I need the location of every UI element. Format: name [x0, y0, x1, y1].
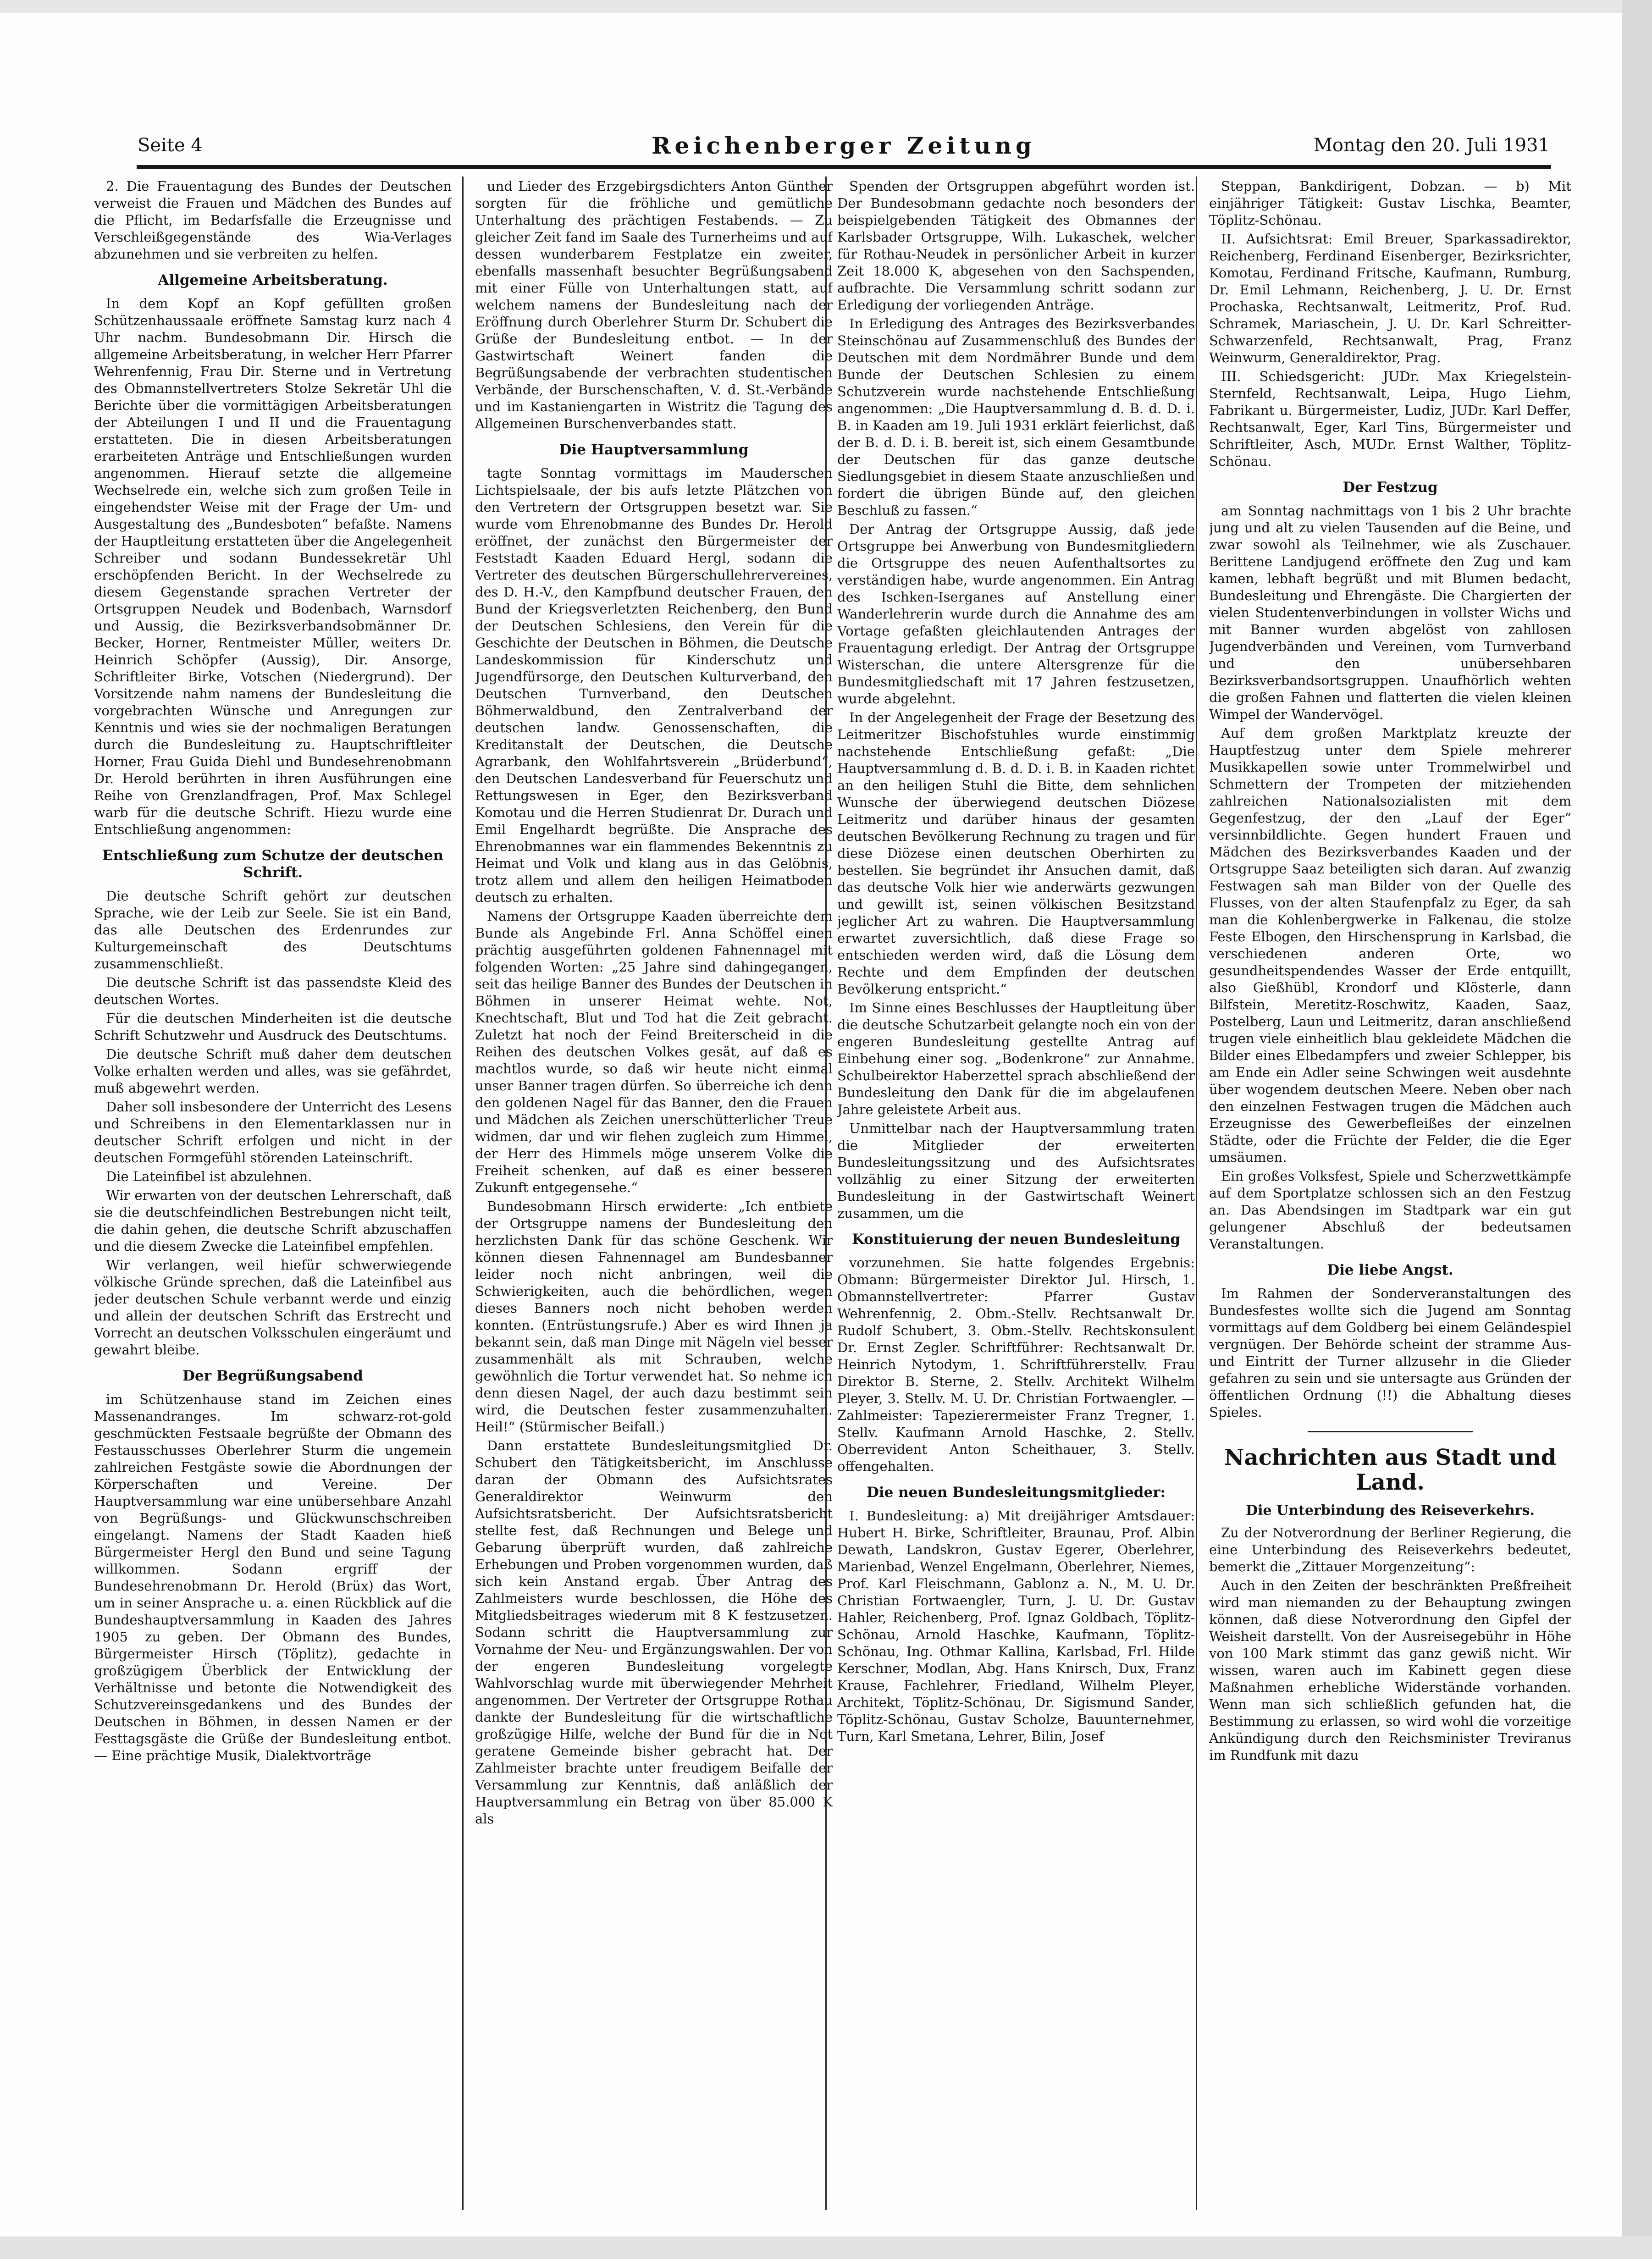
scan-edge-bottom — [0, 2237, 1652, 2259]
section-heading: Der Begrüßungsabend — [182, 1368, 363, 1384]
paragraph: tagte Sonntag vormittags im Mauderschen Lichtspielsaale, der bis aufs letzte Plätzchen von den Vertretern der Ortsgruppen besetzt war. Sie wurde vom Ehrenobmanne des Bundes Dr. Herold eröffnet, der zunächst den Bürgermeister der Feststadt Kaaden Eduard Hergl, sodann die Vertreter des deutschen Bürgerschullehrervereines, des D. H.-V., den Kampfbund deutscher Frauen, den Bund der Kriegsverletzten Reichenberg, den Bund der Deutschen Schlesiens, den Verein für die Geschichte der Deutschen in Böhmen, die Deutsche Landeskommission für Kinderschutz und Jugendfürsorge, den Deutschen Kulturverband, den Deutschen Turnverband, den Deutschen Böhmerwaldbund, den Zentralverband der deutschen landw. Genossenschaften, die Kreditanstalt der Deutschen, die Deutsche Agrarbank, den Wohlfahrtsverein „Brüderbund“, den Deutschen Landesverband für Feuerschutz und Rettungswesen in Eger, den Bezirksverband Komotau und die Herren Studienrat Dr. Durach und Emil Engelhardt begrüßte. Die Ansprache des Ehrenobmannes war ein flammendes Bekenntnis zu Heimat und Volk und klang aus in das Gelöbnis, trotz allem und allem den heiligen Heimatboden deutsch zu erhalten. — [475, 465, 833, 905]
paragraph: In dem Kopf an Kopf gefüllten großen Schützenhaussaale eröffnete Samstag kurz nach 4 Uhr nachm. Bundesobmann Dir. Hirsch die allgemeine Arbeitsberatung, in welcher Herr Pfarrer Wehrenfennig, Frau Dir. Sterne und in Vertretung des Obmannstellvertreters Stolze Sekretär Uhl die Berichte über die vormittägigen Arbeitsberatungen der Abteilungen I und II und die Frauentagung erstatteten. Die in diesen Arbeitsberatungen erarbeiteten Anträge und Entschließungen wurden angenommen. Hierauf setzte die allgemeine Wechselrede ein, welche sich zum großen Teile in eingehendster Weise mit der Frage der Um- und Ausgestaltung des „Bundesboten“ befaßte. Namens der Hauptleitung erstatteten über die Angelegenheit Schreiber und sodann Bundessekretär Uhl erschöpfenden Bericht. In der Wechselrede zu diesem Gegenstande sprachen Vertreter der Ortsgruppen Neudek und Bodenbach, Warnsdorf und Aussig, die Bezirksverbandsobmänner Dr. Becker, Horner, Rentmeister Müller, weiters Dr. Heinrich Schöpfer (Aussig), Dir. Ansorge, Schriftleiter Birke, Votschen (Niedergrund). Der Vorsitzende nahm namens der Bundesleitung die vorgebrachten Wünsche und Anregungen zur Kenntnis und wies sie der nochmaligen Beratungen durch die Bundesleitung zu. Hauptschriftleiter Horner, Frau Guida Diehl und Bundesehrenobmann Dr. Herold berührten in ihren Ausführungen eine Reihe von Grenzlandfragen, Prof. Max Schlegel warb für die deutsche Schrift. Hiezu wurde eine Entschließung angenommen: — [94, 296, 452, 837]
paragraph: Auf dem großen Marktplatz kreuzte der Hauptfestzug unter dem Spiele mehrerer Musikkapellen sowie unter Trommelwirbel und Schmettern der Trompeten der mitziehenden zahlreichen Nationalsozialisten mit dem Gegenfestzug, der den „Lauf der Eger“ versinnbildlichte. Gegen hundert Frauen und Mädchen des Bezirksverbandes Kaaden und der Ortsgruppe Saaz beteiligten sich daran. Auf zwanzig Festwagen sah man Bilder von der Quelle des Flusses, von der alten Staufenpfalz zu Eger, da sah man die Kohlenbergwerke in Falkenau, die stolze Feste Elbogen, den Hirschensprung in Karlsbad, die verschiedenen anderen Orte, wo gesundheitspendendes Wasser der Erde entquillt, also Gießhübl, Krondorf und Klösterle, dann Bilfstein, Meretitz-Roschwitz, Kaaden, Saaz, Postelberg, Laun und Leitmeritz, daran anschließend trugen viele einheitlich blau gekleidete Mädchen die Bilder eines Elbedampfers und zweier Schlepper, bis am Ende ein Adler seine Schwingen weit ausdehnte über wogendem deutschen Meere. Neben ober nach den einzelnen Festwagen trugen die Mädchen auch Erzeugnisse des Gewerbefleißes der einzelnen Städte, oder die Früchte der Felder, die die Eger umsäumen. — [1209, 725, 1571, 1165]
paragraph: Die deutsche Schrift gehört zur deutschen Sprache, wie der Leib zur Seele. Sie ist ein Band, das alle Deutschen des Erdenrundes zur Kulturgemeinschaft des Deutschtums zusammenschließt. — [94, 888, 452, 972]
page-number: Seite 4 — [138, 135, 203, 156]
masthead — [138, 132, 1550, 160]
section-heading: Der Festzug — [1343, 479, 1438, 496]
paragraph: Dann erstattete Bundesleitungsmitglied Dr. Schubert den Tätigkeitsbericht, im Anschlusse daran der Obmann des Aufsichtsrates Generaldirektor Weinwurm den Aufsichtsratsbericht. Der Aufsichtsratsbericht stellte fest, daß Rechnungen und Belege und Gebarung überprüft wurden, daß zahlreiche Erhebungen und Proben vorgenommen wurden, daß sich kein Anstand ergab. Über Antrag des Zahlmeisters wurde beschlossen, die Höhe des Mitgliedsbeitrages wiederum mit 8 K festzusetzen. Sodann schritt die Hauptversammlung zur Vornahme der Neu- und Ergänzungswahlen. Der von der engeren Bundesleitung vorgelegte Wahlvorschlag wurde mit überwiegender Mehrheit angenommen. Der Vertreter der Ortsgruppe Rothau dankte der Bundesleitung für die wirtschaftliche großzügige Hilfe, welche der Bund für die in Not geratene Gemeinde bisher gebracht hat. Der Zahlmeister brachte unter freudigem Beifalle der Versammlung zur Kenntnis, daß anläßlich der Hauptversammlung ein Betrag von über 85.000 K als — [475, 1438, 833, 1827]
section-title: Nachrichten aus Stadt und Land. — [1224, 1445, 1557, 1495]
paragraph: Unmittelbar nach der Hauptversammlung traten die Mitglieder der erweiterten Bundesleitungssitzung und des Aufsichtsrates vollzählig zu einer Sitzung der erweiterten Bundesleitung in der Gastwirtschaft Weinert zusammen, um die — [837, 1121, 1195, 1221]
newspaper-title: Reichenberger Zeitung — [651, 132, 1036, 159]
paragraph: Wir erwarten von der deutschen Lehrerschaft, daß sie die deutschfeindlichen Bestrebungen nicht teilt, die dahin gehen, die deutsche Schrift abzuschaffen und die diesem Zwecke die Lateinfibel empfehlen. — [94, 1187, 452, 1254]
paragraph: Für die deutschen Minderheiten ist die deutsche Schrift Schutzwehr und Ausdruck des Deutschtums. — [94, 1011, 452, 1043]
paragraph: In Erledigung des Antrages des Bezirksverbandes Steinschönau auf Zusammenschluß des Bundes der Deutschen mit dem Nordmährer Bunde und dem Bunde der Deutschen Schlesien zu einem Schutzverein wurde nachstehende Entschließung angenommen: „Die Hauptversammlung d. B. d. D. i. B. in Kaaden am 19. Juli 1931 erklärt feierlichst, daß der B. d. D. i. B. bereit ist, sich einem Gesamtbunde der Deutschen für das ganze deutsche Siedlungsgebiet in diesem Staate anzuschließen und fordert die übrigen Bünde auf, den gleichen Beschluß zu fassen.“ — [837, 316, 1195, 518]
section-heading: Die neuen Bundesleitungsmitglieder: — [867, 1484, 1166, 1501]
article-heading: Die Unterbindung des Reiseverkehrs. — [1246, 1502, 1535, 1519]
section-heading: Konstituierung der neuen Bundesleitung — [851, 1231, 1181, 1248]
section-heading: Allgemeine Arbeitsberatung. — [158, 272, 388, 288]
issue-date: Montag den 20. Juli 1931 — [1313, 135, 1550, 156]
paragraph: 2. Die Frauentagung des Bundes der Deutschen verweist die Frauen und Mädchen des Bundes auf die Pflicht, im Bedarfsfalle die Erzeugnisse und Verschleißgegenstände des Wia-Verlages abzunehmen und sie verbreiten zu helfen. — [94, 178, 452, 262]
column-4 — [1209, 178, 1571, 2214]
paragraph: Steppan, Bankdirigent, Dobzan. — b) Mit einjähriger Tätigkeit: Gustav Lischka, Beamter, Töplitz-Schönau. — [1209, 178, 1571, 228]
paragraph: II. Aufsichtsrat: Emil Breuer, Sparkassadirektor, Reichenberg, Ferdinand Eisenberger, Bezirksrichter, Komotau, Ferdinand Fritsche, Kaufmann, Rumburg, Dr. Emil Lehmann, Reichenberg, J. U. Dr. Ernst Prochaska, Rechtsanwalt, Leitmeritz, Prof. Rud. Schramek, Mariaschein, J. U. Dr. Karl Schreitter-Schwarzenfeld, Rechtsanwalt, Prag, Franz Weinwurm, Generaldirektor, Prag. — [1209, 231, 1571, 365]
column-1 — [94, 178, 452, 2214]
section-heading: Die liebe Angst. — [1327, 1262, 1453, 1278]
paragraph: Bundesobmann Hirsch erwiderte: „Ich entbiete der Ortsgruppe namens der Bundesleitung den herzlichsten Dank für das schöne Geschenk. Wir können diesen Fahnennagel am Bundesbanner leider noch nicht anbringen, weil die Schwierigkeiten, auch die behördlichen, wegen dieses Banners noch nicht behoben werden konnten. (Entrüstungsrufe.) Aber es wird Ihnen ja bekannt sein, daß man Dinge mit Nägeln viel besser zusammenhält als mit Schrauben, welche gewöhnlich die Tortur verwendet hat. So nehme ich denn diesen Nagel, der auch dazu bestimmt sein wird, die Deutschen fester zusammenzuhalten. Heil!“ (Stürmischer Beifall.) — [475, 1199, 833, 1435]
scan-edge-top — [0, 0, 1652, 13]
paragraph: Auch in den Zeiten der beschränkten Preßfreiheit wird man niemanden zu der Behauptung zwingen können, daß diese Notverordnung den Gipfel der Weisheit darstellt. Von der Ausreisegebühr in Höhe von 100 Mark stimmt das ganz gewiß nicht. Wir wissen, waren auch im Kabinett gegen diese Maßnahmen erhebliche Widerstände vorhanden. Wenn man sich schließlich gefunden hat, die Bestimmung zu erlassen, so wird wohl die vorzeitige Ankündigung durch den Reichsminister Treviranus im Rundfunk mit dazu — [1209, 1578, 1571, 1763]
paragraph: im Schützenhause stand im Zeichen eines Massenandranges. Im schwarz-rot-gold geschmückten Festsaale begrüßte der Obmann des Festausschusses Oberlehrer Sturm die ungemein zahlreichen Festgäste sowie die Abordnungen der Körperschaften und Vereine. Der Hauptversammlung war eine unübersehbare Anzahl von Begrüßungs- und Glückwunschschreiben eingelangt. Namens der Stadt Kaaden hieß Bürgermeister Hergl den Bund und seine Tagung willkommen. Sodann ergriff der Bundesehrenobmann Dr. Herold (Brüx) das Wort, um in seiner Ansprache u. a. einen Rückblick auf die Bundeshauptversammlung in Kaaden des Jahres 1905 zu geben. Der Obmann des Bundes, Bürgermeister Hirsch (Töplitz), gedachte in großzügigem Überblick der Entwicklung der Verhältnisse und betonte die Notwendigkeit des Schutzvereinsgedankens und des Bundes der Deutschen in Böhmen, in dessen Namen er der Festtagsgäste die Grüße der Bundesleitung entbot. — Eine prächtige Musik, Dialektvorträge — [94, 1392, 452, 1763]
paragraph: Wir verlangen, weil hiefür schwerwiegende völkische Gründe sprechen, daß die Lateinfibel aus jeder deutschen Schule verbannt werde und einzig und allein der deutschen Schrift das Erstrecht und Vorrecht an deutschen Volksschulen eingeräumt und gewahrt bleibe. — [94, 1257, 452, 1358]
paragraph: Der Antrag der Ortsgruppe Aussig, daß jede Ortsgruppe bei Anwerbung von Bundesmitgliedern die Ortsgruppe des neuen Aufenthaltsortes zu verständigen habe, wurde angenommen. Ein Antrag des Ischken-Iserganes auf Anstellung einer Wanderlehrerin wurde durch die Annahme des am Vortage gefaßten gleichlautenden Antrages der Frauentagung erledigt. Der Antrag der Ortsgruppe Wisterschan, die untere Altersgrenze für die Bundesmitgliedschaft mit 17 Jahren festzusetzen, wurde abgelehnt. — [837, 521, 1195, 707]
paragraph: Die deutsche Schrift ist das passendste Kleid des deutschen Wortes. — [94, 975, 452, 1007]
paragraph: Ein großes Volksfest, Spiele und Scherzwettkämpfe auf dem Sportplatze schlossen sich an den Festzug an. Das Abendsingen im Stadtpark war ein gut gelungener Abschluß der bedeutsamen Veranstaltungen. — [1209, 1168, 1571, 1252]
paragraph: Zu der Notverordnung der Berliner Regierung, die eine Unterbindung des Reiseverkehrs bedeutet, bemerkt die „Zittauer Morgenzeitung“: — [1209, 1525, 1571, 1574]
paragraph: Die deutsche Schrift muß daher dem deutschen Volke erhalten werden und alles, was sie gefährdet, muß abgewehrt werden. — [94, 1046, 452, 1096]
paragraph: In der Angelegenheit der Frage der Besetzung des Leitmeritzer Bischofstuhles wurde einstimmig nachstehende Entschließung gefaßt: „Die Hauptversammlung d. B. d. D. i. B. in Kaaden richtet an den heiligen Stuhl die Bitte, dem sehnlichen Wunsche der überwiegend deutschen Diözese Leitmeritz und darüber hinaus der gesamten deutschen Bevölkerung Rechnung zu tragen und für diese Diözese einen deutschen Oberhirten zu bestellen. Sie begründet ihr Ansuchen damit, daß das deutsche Volk hier wie anderwärts gezwungen und gewillt ist, seinen völkischen Besitzstand jeglicher Art zu wahren. Die Hauptversammlung erwartet zuversichtlich, daß diese Frage so entschieden werden wird, daß die Lösung dem Rechte und dem Empfinden der deutschen Bevölkerung entspricht.“ — [837, 710, 1195, 997]
scan-edge-right — [1622, 0, 1652, 2259]
paragraph: I. Bundesleitung: a) Mit dreijähriger Amtsdauer: Hubert H. Birke, Schriftleiter, Braunau, Prof. Albin Dewath, Landskron, Gustav Egerer, Oberlehrer, Marienbad, Wenzel Engelmann, Oberlehrer, Niemes, Prof. Karl Fleischmann, Gablonz a. N., M. U. Dr. Christian Fortwaengler, Turn, J. U. Dr. Gustav Hahler, Reichenberg, Prof. Ignaz Goldbach, Töplitz-Schönau, Arnold Haschke, Kaufmann, Töplitz-Schönau, Ing. Othmar Kallina, Karlsbad, Frl. Hilde Kerschner, Modlan, Abg. Hans Knirsch, Dux, Franz Krause, Fachlehrer, Friedland, Wilhelm Pleyer, Architekt, Töplitz-Schönau, Dr. Sigismund Sander, Töplitz-Schönau, Gustav Scholze, Bauunternehmer, Turn, Karl Smetana, Lehrer, Bilin, Josef — [837, 1508, 1195, 1744]
paragraph: Im Sinne eines Beschlusses der Hauptleitung über die deutsche Schutzarbeit gelangte noch ein von der engeren Bundesleitung gestellte Antrag auf Einbehung einer sog. „Bodenkrone“ zur Annahme. Schulbeirektor Haberzettel sprach abschließend der Bundesleitung den Dank für die im abgelaufenen Jahre geleistete Arbeit aus. — [837, 1000, 1195, 1117]
column-3 — [837, 178, 1195, 2214]
column-separator — [462, 177, 464, 2210]
paragraph: Die Lateinfibel ist abzulehnen. — [106, 1169, 312, 1184]
paragraph: Daher soll insbesondere der Unterricht des Lesens und Schreibens in den Elementarklassen nur in deutscher Schrift erfolgen und nicht in der deutschen Formgefühl störenden Lateinschrift. — [94, 1099, 452, 1165]
section-heading: Die Hauptversammlung — [559, 442, 749, 458]
paragraph: III. Schiedsgericht: JUDr. Max Kriegelstein-Sternfeld, Rechtsanwalt, Leipa, Hugo Liehm, Fabrikant u. Bürgermeister, Ludiz, JUDr. Karl Deffer, Rechtsanwalt, Eger, Karl Tins, Bürgermeister und Schriftleiter, Asch, MUDr. Ernst Walther, Töplitz-Schönau. — [1209, 369, 1571, 469]
masthead-rule — [137, 165, 1551, 169]
column-separator — [1196, 177, 1197, 2210]
paragraph: vorzunehmen. Sie hatte folgendes Ergebnis: Obmann: Bürgermeister Direktor Jul. Hirsch, 1. Obmannstellvertreter: Pfarrer Gustav Wehrenfennig, 2. Obm.-Stellv. Rechtsanwalt Dr. Rudolf Schubert, 3. Obm.-Stellv. Rechtskonsulent Dr. Ernst Zegler. Schriftführer: Rechtsanwalt Dr. Heinrich Nytodym, 1. Schriftführerstellv. Frau Direktor B. Sterne, 2. Stellv. Architekt Wilhelm Pleyer, 3. Stellv. M. U. Dr. Christian Fortwaengler. — Zahlmeister: Tapezierermeister Franz Tregner, 1. Stellv. Kaufmann Arnold Haschke, 2. Stellv. Oberrevident Anton Scheithauer, 3. Stellv. offengehalten. — [837, 1255, 1195, 1474]
paragraph: und Lieder des Erzgebirgsdichters Anton Günther sorgten für die fröhliche und gemütliche Unterhaltung des prächtigen Festabends. — Zu gleicher Zeit fand im Saale des Turnerheims und auf dessen wunderbarem Festplatze ein zweiter, ebenfalls massenhaft besuchter Begrüßungsabend mit einer Fülle von Unterhaltungen statt, auf welchem namens der Bundesleitung nach der Eröffnung durch Oberlehrer Sturm Dr. Schubert die Grüße der Bundesleitung entbot. — In der Gastwirtschaft Weinert fanden die Begrüßungsabende der verbrachten studentischen Verbände, der Burschenschaften, V. d. St.-Verbände und im Kastaniengarten in Wistritz die Tagung des Allgemeinen Burschenverbandes statt. — [475, 178, 833, 431]
paragraph: Im Rahmen der Sonderveranstaltungen des Bundesfestes wollte sich die Jugend am Sonntag vormittags auf dem Goldberg bei einem Geländespiel vergnügen. Der Behörde scheint der stramme Aus- und Eintritt der Turner allzusehr in die Glieder gefahren zu sein und sie untersagte aus Gründen der öffentlichen Ordnung (!!) die Abhaltung dieses Spieles. — [1209, 1286, 1571, 1420]
section-divider — [1308, 1431, 1473, 1432]
paragraph: am Sonntag nachmittags von 1 bis 2 Uhr brachte jung und alt zu vielen Tausenden auf die Beine, und zwar sowohl als Teilnehmer, wie als Zuschauer. Berittene Landjugend eröffnete den Zug und kam kamen, lebhaft begrüßt und mit Blumen bedacht, Bundesleitung und Ehrengäste. Die Chargierten der vielen Studentenverbindungen in vollster Wichs und mit Banner wurden abgelöst von zahllosen Jugendverbänden und Vereinen, vom Turnverband und den unübersehbaren Bezirksverbandsortsgruppen. Unaufhörlich wehten die großen Fahnen und flatterten die vielen kleinen Wimpel der Wandervögel. — [1209, 503, 1571, 722]
section-heading: Entschließung zum Schutze der deutschen Schrift. — [102, 847, 444, 881]
paragraph: Spenden der Ortsgruppen abgeführt worden ist. Der Bundesobmann gedachte noch besonders der beispielgebenden Tätigkeit des Obmannes der Karlsbader Ortsgruppe, Wilh. Lukaschek, welcher für Rothau-Neudek in persönlicher Arbeit in kurzer Zeit 18.000 K, abgesehen von den Sachspenden, aufbrachte. Die Versammlung schritt sodann zur Erledigung der vorliegenden Anträge. — [837, 178, 1195, 313]
column-2 — [475, 178, 833, 2214]
paragraph: Namens der Ortsgruppe Kaaden überreichte dem Bunde als Angebinde Frl. Anna Schöffel einen prächtig ausgeführten goldenen Fahnennagel mit folgenden Worten: „25 Jahre sind dahingegangen, seit das heilige Banner des Bundes der Deutschen in Böhmen in unserer Heimat wehte. Not, Knechtschaft, Blut und Tod hat die Zeit gebracht. Zuletzt hat noch der Feind Breiterscheid in die Reihen des deutschen Volkes gesät, auf daß es machtlos wurde, so daß wir heute nicht einmal unser Banner tragen dürfen. So überreiche ich denn den goldenen Nagel für das Banner, den die Frauen und Mädchen als Zeichen unerschütterlicher Treue widmen, dar und wir flehen zugleich zum Himmel, der Herr des Himmels möge unserem Volke die Freiheit schenken, auf daß es einer besseren Zukunft entgegensehe.“ — [475, 908, 833, 1195]
